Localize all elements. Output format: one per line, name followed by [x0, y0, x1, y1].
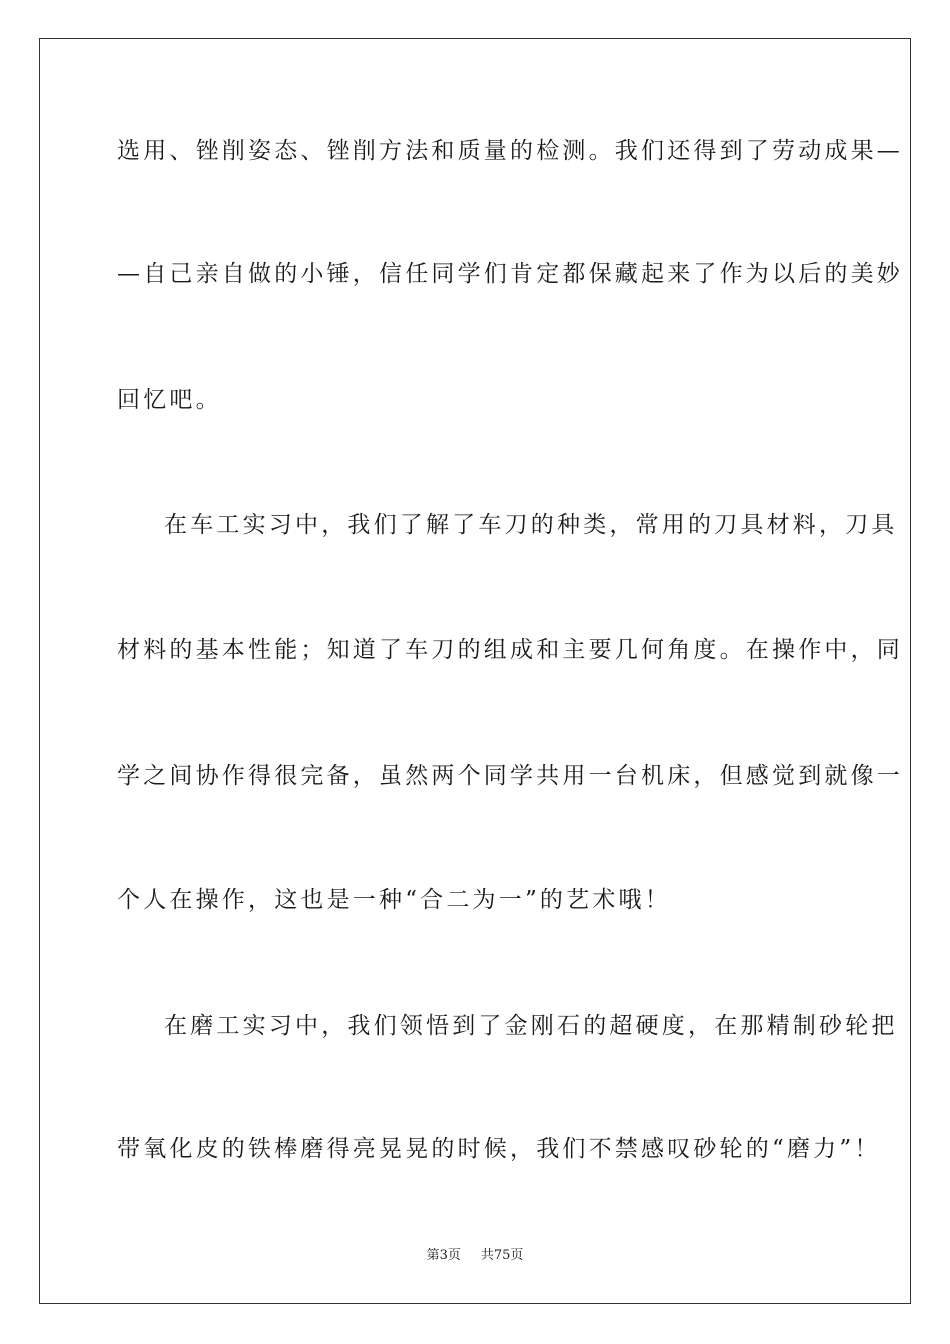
- text-line: 带氧化皮的铁棒磨得亮晃晃的时候，我们不禁感叹砂轮的“磨力”！: [117, 1136, 881, 1162]
- total-pages: 共75页: [480, 1248, 524, 1263]
- text-line: 个人在操作，这也是一种“合二为一”的艺术哦！: [117, 887, 671, 913]
- paragraph-first-line: 在车工实习中，我们了解了车刀的种类，常用的刀具材料，刀具: [164, 512, 898, 538]
- page-border: [39, 38, 911, 1304]
- text-line: 学之间协作得很完备，虽然两个同学共用一台机床，但感觉到就像一: [117, 763, 903, 789]
- text-line: 材料的基本性能；知道了车刀的组成和主要几何角度。在操作中，同: [117, 637, 903, 663]
- text-line: 选用、锉削姿态、锉削方法和质量的检测。我们还得到了劳动成果—: [117, 138, 903, 164]
- paragraph-first-line: 在磨工实习中，我们领悟到了金刚石的超硬度，在那精制砂轮把: [164, 1013, 898, 1039]
- text-line: 回忆吧。: [117, 387, 222, 413]
- text-line: —自己亲自做的小锤，信任同学们肯定都保藏起来了作为以后的美妙: [117, 261, 903, 287]
- page-footer: [0, 1247, 950, 1265]
- page-number: 第3页: [426, 1248, 461, 1263]
